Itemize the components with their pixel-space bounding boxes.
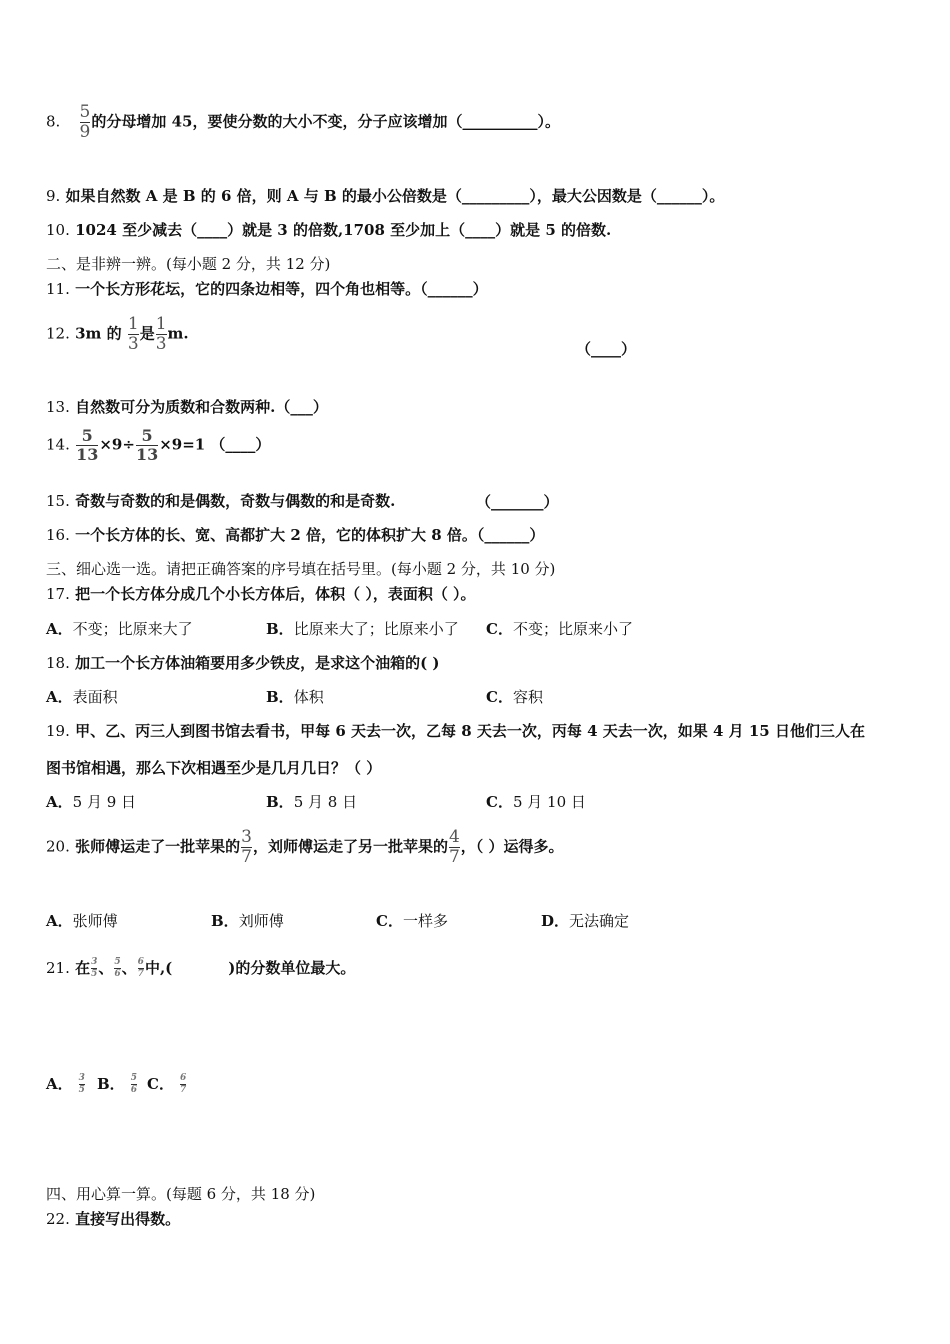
section-4-heading: 四、用心算一算。(每题 6 分，共 18 分): [46, 1185, 316, 1203]
question-text: m.: [167, 324, 189, 343]
fraction: [80, 104, 91, 141]
fraction: [449, 829, 460, 866]
fraction: [138, 958, 144, 979]
question-text: 一个长方形花坛，它的四条边相等，四个角也相等。（______）: [75, 280, 488, 298]
option-label: A．: [46, 912, 73, 930]
question-number: 22.: [46, 1210, 70, 1228]
question-text: 1024 至少减去（____）就是 3 的倍数,1708 至少加上（____）就是 5 的倍数.: [75, 221, 612, 239]
option-text: 表面积: [72, 688, 118, 706]
question-text: 张师傅运走了一批苹果的: [75, 837, 241, 856]
option-text: 体积: [293, 688, 324, 706]
question-16: [46, 525, 544, 545]
question-text: ×9=1 （____）: [159, 435, 271, 454]
option-b[interactable]: [211, 911, 284, 931]
option-a[interactable]: [46, 1074, 86, 1095]
denominator: 5: [78, 1085, 85, 1095]
option-label: C．: [486, 793, 513, 811]
denominator: 3: [155, 334, 167, 354]
numerator: 6: [179, 1073, 187, 1083]
section-3-heading: 三、细心选一选。请把正确答案的序号填在括号里。(每小题 2 分，共 10 分): [46, 560, 556, 578]
separator: 、: [98, 959, 114, 977]
question-number: 11.: [46, 280, 70, 298]
denominator: 13: [76, 445, 99, 464]
numerator: 3: [241, 827, 252, 847]
question-text: 在: [75, 959, 91, 977]
question-10: [46, 220, 611, 240]
question-8: [46, 104, 560, 141]
fraction: [91, 958, 97, 979]
denominator: 3: [127, 334, 139, 354]
fraction: [128, 316, 139, 353]
separator: 、: [121, 959, 137, 977]
question-15: [46, 491, 395, 511]
option-a[interactable]: [46, 792, 136, 812]
option-text: 无法确定: [569, 912, 630, 930]
question-number: 10.: [46, 221, 70, 239]
question-number: 17.: [46, 585, 70, 603]
numerator: 3: [78, 1073, 85, 1083]
option-label: A．: [46, 620, 73, 638]
question-number: 15.: [46, 492, 70, 510]
question-19: [46, 721, 865, 741]
fraction: [241, 829, 252, 866]
question-19-continued: 图书馆相遇，那么下次相遇至少是几月几日？（ ）: [46, 759, 382, 777]
numerator: 1: [127, 314, 139, 334]
question-text: 是: [139, 324, 155, 343]
option-c[interactable]: [486, 619, 633, 639]
question-number: 18.: [46, 654, 70, 672]
question-22: [46, 1209, 180, 1229]
option-label: B．: [266, 793, 294, 811]
option-text: 5 月 8 日: [293, 793, 358, 811]
question-text: ，（ ）运得多。: [460, 837, 564, 856]
question-12: [46, 316, 189, 353]
option-text: 不变；比原来大了: [72, 620, 193, 638]
denominator: 7: [448, 847, 460, 867]
answer-blank: （____）: [576, 340, 637, 358]
option-text: 一样多: [402, 912, 448, 930]
denominator: 13: [135, 445, 159, 464]
denominator: 6: [114, 969, 121, 979]
question-text: 的分母增加 45，要使分数的大小不变，分子应该增加（__________）。: [91, 112, 560, 131]
option-label: C．: [147, 1075, 174, 1093]
option-text: 刘师傅: [238, 912, 284, 930]
question-text: 把一个长方体分成几个小长方体后，体积（ ），表面积（ ）。: [75, 585, 476, 603]
question-text: 中,(: [144, 959, 173, 977]
fraction: [114, 958, 120, 979]
question-9: [46, 186, 724, 206]
option-text: 张师傅: [72, 912, 118, 930]
question-text: ，刘师傅运走了另一批苹果的: [252, 837, 448, 856]
section-2-heading: 二、是非辨一辨。(每小题 2 分，共 12 分): [46, 255, 331, 273]
question-text: 一个长方体的长、宽、高都扩大 2 倍，它的体积扩大 8 倍。（______）: [75, 526, 545, 544]
question-11: [46, 279, 488, 299]
fraction: [79, 1074, 85, 1095]
denominator: 5: [91, 969, 98, 979]
question-number: 12.: [46, 324, 70, 343]
option-b[interactable]: [97, 1074, 138, 1095]
option-a[interactable]: [46, 911, 118, 931]
denominator: 7: [241, 847, 252, 867]
option-c[interactable]: [376, 911, 448, 931]
option-label: B．: [266, 620, 294, 638]
option-d[interactable]: [541, 911, 629, 931]
question-number: 21.: [46, 959, 70, 977]
option-c[interactable]: [486, 792, 586, 812]
option-label: A．: [46, 1075, 73, 1093]
option-a[interactable]: [46, 687, 118, 707]
option-label: D．: [541, 912, 570, 930]
question-text: 如果自然数 A 是 B 的 6 倍，则 A 与 B 的最小公倍数是（_________），最大公因数是（______）。: [65, 187, 725, 205]
question-number: 8.: [46, 112, 61, 131]
numerator: 1: [155, 314, 167, 334]
question-14: [46, 428, 270, 463]
option-label: A．: [46, 688, 73, 706]
numerator: 5: [141, 426, 153, 445]
question-number: 20.: [46, 837, 70, 856]
option-text: 比原来大了；比原来小了: [293, 620, 459, 638]
answer-blank: （_______）: [476, 493, 559, 511]
question-17: [46, 584, 476, 604]
numerator: 5: [130, 1073, 137, 1083]
denominator: 7: [179, 1085, 187, 1095]
denominator: 9: [79, 122, 91, 142]
question-text: 甲、乙、丙三人到图书馆去看书，甲每 6 天去一次，乙每 8 天去一次，丙每 4 天去一次，如果 4 月 15 日他们三人在: [75, 722, 865, 740]
option-b[interactable]: [266, 792, 357, 812]
question-20: [46, 829, 564, 866]
fraction: [131, 1074, 137, 1095]
denominator: 7: [137, 969, 144, 979]
question-text: ×9÷: [99, 435, 135, 454]
option-a[interactable]: [46, 619, 193, 639]
option-label: B．: [97, 1075, 125, 1093]
question-text: 3m 的: [75, 324, 122, 343]
question-18: [46, 653, 440, 673]
fraction: [180, 1074, 186, 1095]
question-text: 奇数与奇数的和是偶数，奇数与偶数的和是奇数.: [75, 492, 396, 510]
option-label: C．: [486, 620, 513, 638]
numerator: 5: [114, 957, 121, 967]
option-text: 5 月 9 日: [72, 793, 137, 811]
option-c[interactable]: [486, 687, 543, 707]
option-text: 不变；比原来小了: [512, 620, 633, 638]
fraction: [136, 428, 158, 463]
fraction: [156, 316, 167, 353]
question-number: 9.: [46, 187, 61, 205]
option-text: 容积: [512, 688, 543, 706]
option-b[interactable]: [266, 687, 324, 707]
question-text: 自然数可分为质数和合数两种.（___）: [75, 398, 328, 416]
numerator: 5: [79, 102, 91, 122]
question-number: 19.: [46, 722, 70, 740]
fraction: [76, 428, 98, 463]
option-label: C．: [376, 912, 403, 930]
option-label: C．: [486, 688, 513, 706]
question-13: [46, 397, 328, 417]
option-c[interactable]: [147, 1074, 187, 1095]
question-text: 直接写出得数。: [75, 1210, 181, 1228]
numerator: 6: [137, 957, 144, 967]
numerator: 5: [81, 426, 93, 445]
numerator: 4: [448, 827, 460, 847]
option-label: A．: [46, 793, 73, 811]
option-text: 5 月 10 日: [512, 793, 586, 811]
question-text: )的分数单位最大。: [228, 959, 356, 977]
question-21: [46, 958, 355, 979]
question-number: 16.: [46, 526, 70, 544]
question-number: 14.: [46, 435, 70, 454]
option-label: B．: [211, 912, 239, 930]
numerator: 3: [91, 957, 98, 967]
question-text: 加工一个长方体油箱要用多少铁皮，是求这个油箱的( ): [75, 654, 440, 672]
question-number: 13.: [46, 398, 70, 416]
option-b[interactable]: [266, 619, 459, 639]
denominator: 6: [130, 1085, 137, 1095]
option-label: B．: [266, 688, 294, 706]
